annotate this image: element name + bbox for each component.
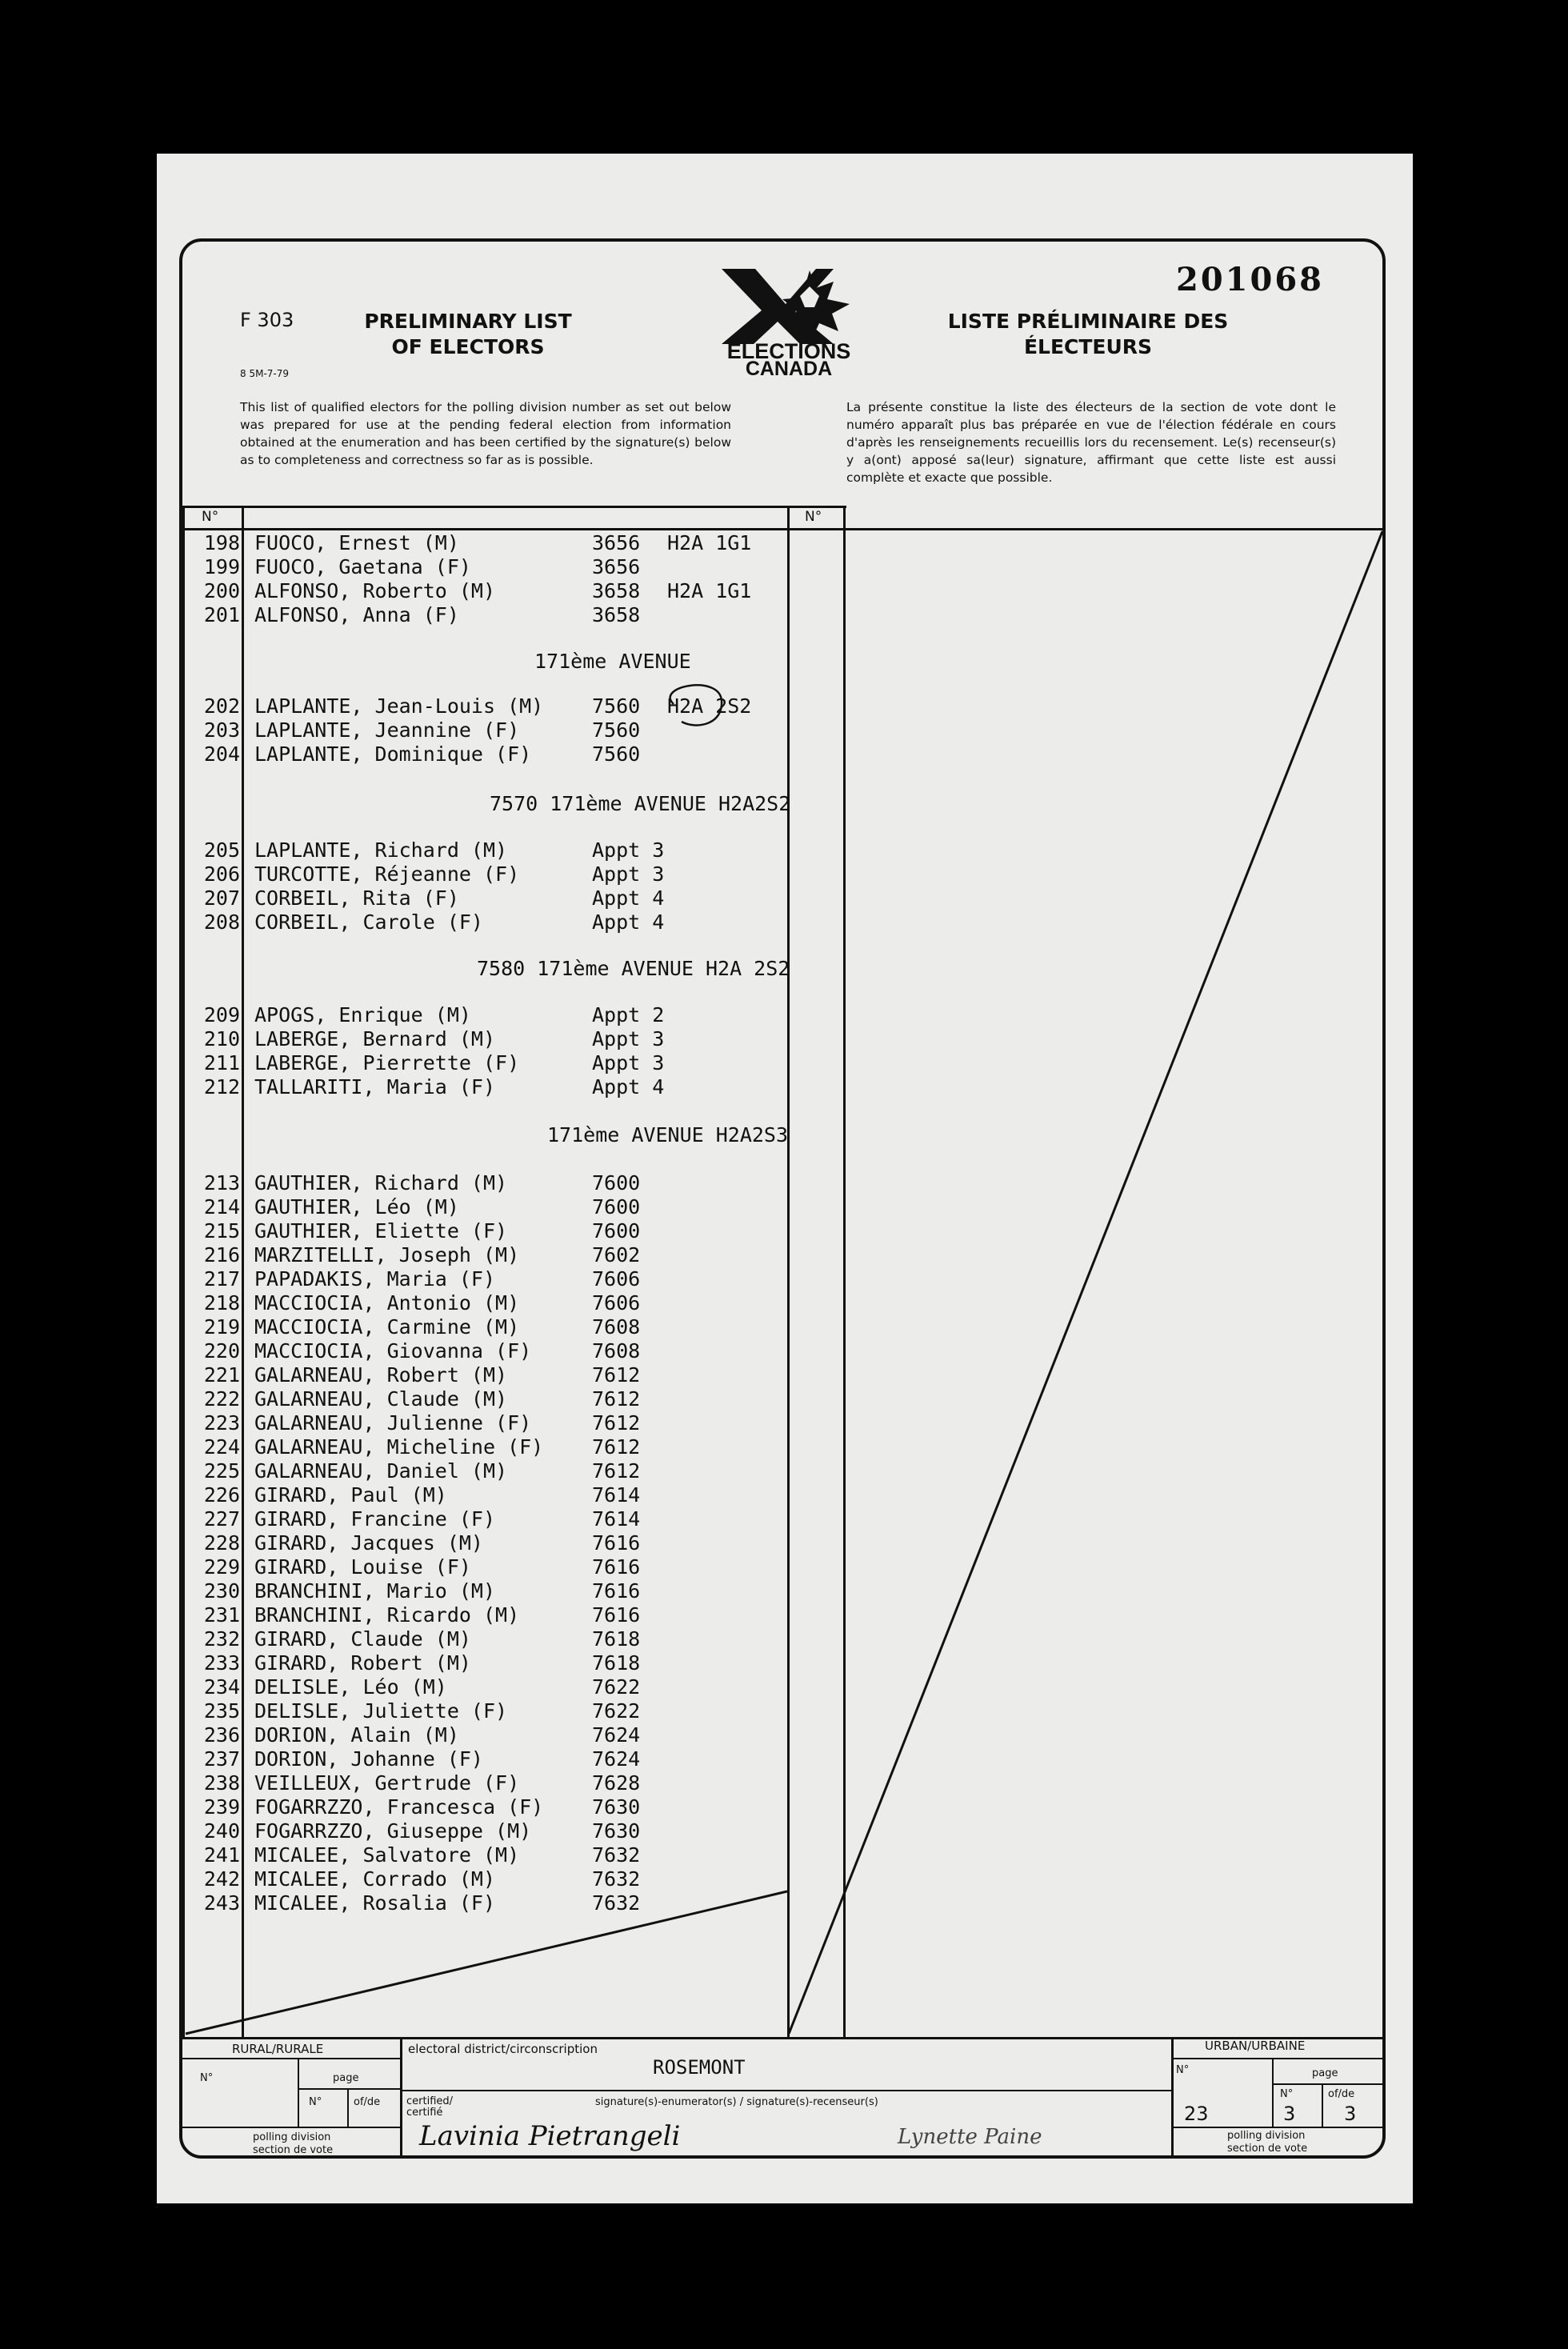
elector-name: GALARNEAU, Daniel (M) — [254, 1459, 508, 1483]
elector-address: 7614 — [592, 1507, 641, 1531]
title-french: LISTE PRÉLIMINAIRE DES ÉLECTEURS — [947, 310, 1229, 358]
elector-number: 209 — [203, 1003, 240, 1026]
elector-address: 7560 — [592, 694, 641, 718]
elector-address: Appt 3 — [592, 1051, 665, 1074]
elector-address: Appt 3 — [592, 862, 665, 886]
footer-urban-page-divider — [1272, 2059, 1274, 2127]
elector-name: APOGS, Enrique (M) — [254, 1003, 471, 1026]
rural-of-label: of/de — [354, 2096, 381, 2108]
elector-address: 7602 — [592, 1243, 641, 1267]
elector-number: 210 — [203, 1027, 240, 1050]
elector-address: 7628 — [592, 1771, 641, 1795]
enumerator-signature-1: Lavinia Pietrangeli — [419, 2120, 681, 2152]
elector-name: BRANCHINI, Ricardo (M) — [254, 1603, 520, 1627]
elector-number: 213 — [203, 1171, 240, 1195]
elector-address: 7608 — [592, 1315, 641, 1339]
elector-name: LABERGE, Bernard (M) — [254, 1027, 496, 1050]
footer-rural-page-rule — [298, 2088, 400, 2090]
elector-number: 238 — [203, 1771, 240, 1795]
logo-text-canada: CANADA — [745, 358, 833, 376]
elector-number: 208 — [203, 910, 240, 934]
rural-label: RURAL/RURALE — [232, 2042, 324, 2056]
footer-urban-page-rule — [1272, 2083, 1382, 2085]
rural-page-label: page — [333, 2072, 359, 2084]
footer-urban-bottom-rule — [1171, 2127, 1382, 2128]
elector-address: Appt 2 — [592, 1003, 665, 1026]
elector-name: MARZITELLI, Joseph (M) — [254, 1243, 520, 1267]
elector-address: 7624 — [592, 1747, 641, 1771]
logo-text-elections: ELECTIONS — [726, 339, 851, 363]
elector-name: FOGARRZZO, Giuseppe (M) — [254, 1819, 532, 1843]
elector-name: DORION, Johanne (F) — [254, 1747, 483, 1771]
elector-name: GALARNEAU, Julienne (F) — [254, 1411, 532, 1435]
elector-name: FOGARRZZO, Francesca (F) — [254, 1795, 544, 1819]
elector-number: 237 — [203, 1747, 240, 1771]
certified-label: certified/ certifié — [406, 2095, 454, 2119]
elector-number: 211 — [203, 1051, 240, 1074]
elector-address: 7600 — [592, 1219, 641, 1243]
elector-name: GIRARD, Francine (F) — [254, 1507, 496, 1531]
elector-number: 226 — [203, 1483, 240, 1507]
elector-name: GIRARD, Jacques (M) — [254, 1531, 483, 1555]
elector-number: 203 — [203, 718, 240, 742]
elector-address: 7560 — [592, 742, 641, 766]
elector-number: 236 — [203, 1723, 240, 1747]
footer-rural-page-divider — [298, 2059, 299, 2127]
elector-number: 242 — [203, 1867, 240, 1891]
elector-name: LAPLANTE, Jeannine (F) — [254, 718, 520, 742]
footer-rural-divider — [400, 2037, 402, 2155]
elector-address: 7624 — [592, 1723, 641, 1747]
elector-number: 224 — [203, 1435, 240, 1459]
elector-number: 206 — [203, 862, 240, 886]
elector-name: TALLARITI, Maria (F) — [254, 1075, 496, 1098]
rural-polling-label-en: polling division — [253, 2131, 331, 2143]
elector-number: 240 — [203, 1819, 240, 1843]
elector-number: 199 — [203, 555, 240, 578]
elector-address: 7622 — [592, 1699, 641, 1723]
elector-number: 204 — [203, 742, 240, 766]
elector-address: 3656 — [592, 555, 641, 578]
elector-address: 7612 — [592, 1363, 641, 1387]
elector-number: 220 — [203, 1339, 240, 1363]
elector-name: ALFONSO, Roberto (M) — [254, 579, 496, 602]
elector-address: 3658 — [592, 603, 641, 626]
elector-address: 7616 — [592, 1603, 641, 1627]
title-english: PRELIMINARY LIST OF ELECTORS — [364, 310, 572, 358]
elector-number: 243 — [203, 1891, 240, 1915]
footer-urban-rule — [1171, 2058, 1382, 2059]
elector-name: GIRARD, Robert (M) — [254, 1651, 471, 1675]
footer-rural-rule — [182, 2058, 400, 2059]
urban-page-label: page — [1312, 2067, 1338, 2079]
elector-address: 7622 — [592, 1675, 641, 1699]
elector-number: 234 — [203, 1675, 240, 1699]
signature-label: signature(s)-enumerator(s) / signature(s)-recenseur(s) — [595, 2096, 878, 2108]
elector-number: 231 — [203, 1603, 240, 1627]
elector-address: 7612 — [592, 1411, 641, 1435]
elector-address: 7632 — [592, 1867, 641, 1891]
serial-number: 201068 — [1176, 261, 1324, 298]
elector-number: 223 — [203, 1411, 240, 1435]
elector-address: 3658 — [592, 579, 641, 602]
elector-number: 229 — [203, 1555, 240, 1579]
footer-district-rule — [400, 2090, 1171, 2091]
footer-urban-divider — [1171, 2037, 1174, 2155]
elector-number: 235 — [203, 1699, 240, 1723]
street-header: 7570 171ème AVENUE H2A2S2 — [490, 792, 791, 815]
column-header-no-right: N° — [805, 509, 822, 525]
elector-number: 232 — [203, 1627, 240, 1651]
elector-number: 201 — [203, 603, 240, 626]
elector-name: GALARNEAU, Micheline (F) — [254, 1435, 544, 1459]
elector-address: Appt 3 — [592, 1027, 665, 1050]
elector-number: 221 — [203, 1363, 240, 1387]
elector-name: MICALEE, Rosalia (F) — [254, 1891, 496, 1915]
street-header: 7580 171ème AVENUE H2A 2S2 — [477, 957, 790, 980]
rural-page-no-label: N° — [309, 2096, 322, 2108]
elector-address: 7560 — [592, 718, 641, 742]
elector-number: 216 — [203, 1243, 240, 1267]
elector-number: 241 — [203, 1843, 240, 1867]
intro-text-english: This list of qualified electors for the polling division number as set out below was prepared for use at the pending federal election from information obtained at the enumeration and has been certified by the signature(s) below as to completeness and correctness so far as is possible. — [240, 400, 731, 467]
footer-rural-of-divider — [347, 2088, 349, 2127]
elector-name: ALFONSO, Anna (F) — [254, 603, 459, 626]
elector-address: 7612 — [592, 1387, 641, 1411]
elector-name: PAPADAKIS, Maria (F) — [254, 1267, 496, 1291]
elector-number: 225 — [203, 1459, 240, 1483]
elector-address: 7616 — [592, 1579, 641, 1603]
elector-name: LAPLANTE, Richard (M) — [254, 838, 508, 862]
column-header-no-left: N° — [202, 509, 219, 525]
elector-name: CORBEIL, Rita (F) — [254, 886, 459, 910]
elector-postal-code: H2A 1G1 — [667, 579, 752, 602]
elector-address: 7606 — [592, 1291, 641, 1315]
elector-name: FUOCO, Gaetana (F) — [254, 555, 471, 578]
elector-name: BRANCHINI, Mario (M) — [254, 1579, 496, 1603]
elector-address: 7618 — [592, 1651, 641, 1675]
elector-address: Appt 4 — [592, 886, 665, 910]
elector-address: Appt 4 — [592, 1075, 665, 1098]
elector-address: 7600 — [592, 1171, 641, 1195]
urban-no-label: N° — [1176, 2064, 1190, 2076]
elector-number: 202 — [203, 694, 240, 718]
elector-number: 205 — [203, 838, 240, 862]
elector-number: 215 — [203, 1219, 240, 1243]
elector-address: 7616 — [592, 1531, 641, 1555]
form-date-code: 8 5M-7-79 — [240, 368, 290, 379]
elector-name: MICALEE, Salvatore (M) — [254, 1843, 520, 1867]
elector-address: 7608 — [592, 1339, 641, 1363]
elector-number: 212 — [203, 1075, 240, 1098]
elector-number: 198 — [203, 531, 240, 554]
urban-label: URBAN/URBAINE — [1205, 2039, 1306, 2053]
elector-address: Appt 4 — [592, 910, 665, 934]
street-header: 171ème AVENUE H2A2S3 — [547, 1123, 789, 1146]
rural-polling-label-fr: section de vote — [253, 2144, 334, 2156]
urban-page-of: 3 — [1344, 2103, 1357, 2125]
intro-text-french: La présente constitue la liste des électeurs de la section de vote dont le numéro apparaît plus bas préparée en vue de l'élection fédérale en cours d'après les renseignements recueillis lors du recensement. Le(s) recenseur(s) y a(ont) apposé sa(leur) signature, affirmant que cette liste est aussi complète et exacte que possible. — [846, 400, 1336, 485]
elector-address: 7612 — [592, 1459, 641, 1483]
elector-name: FUOCO, Ernest (M) — [254, 531, 459, 554]
footer-top-rule — [182, 2037, 1382, 2039]
elector-address: 7612 — [592, 1435, 641, 1459]
elector-number: 233 — [203, 1651, 240, 1675]
elector-name: GIRARD, Louise (F) — [254, 1555, 471, 1579]
elector-address: 3656 — [592, 531, 641, 554]
elector-name: GAUTHIER, Eliette (F) — [254, 1219, 508, 1243]
urban-polling-label-fr: section de vote — [1227, 2143, 1308, 2155]
elector-address: 7630 — [592, 1795, 641, 1819]
elector-number: 222 — [203, 1387, 240, 1411]
enumerator-signature-2: Lynette Paine — [898, 2125, 1042, 2149]
elector-postal-code: H2A 1G1 — [667, 531, 752, 554]
elector-name: GAUTHIER, Richard (M) — [254, 1171, 508, 1195]
footer-urban-of-divider — [1322, 2083, 1323, 2127]
elector-number: 214 — [203, 1195, 240, 1219]
elector-address: 7606 — [592, 1267, 641, 1291]
elector-name: DELISLE, Léo (M) — [254, 1675, 447, 1699]
elector-name: MACCIOCIA, Carmine (M) — [254, 1315, 520, 1339]
elector-name: GIRARD, Claude (M) — [254, 1627, 471, 1651]
district-label: electoral district/circonscription — [408, 2042, 598, 2056]
elector-name: LABERGE, Pierrette (F) — [254, 1051, 520, 1074]
elector-name: TURCOTTE, Réjeanne (F) — [254, 862, 520, 886]
district-value: ROSEMONT — [653, 2056, 746, 2079]
urban-page-number: 3 — [1283, 2103, 1296, 2125]
elector-address: 7618 — [592, 1627, 641, 1651]
elector-number: 200 — [203, 579, 240, 602]
elector-name: VEILLEUX, Gertrude (F) — [254, 1771, 520, 1795]
form-number: F 303 — [240, 309, 294, 331]
elector-number: 217 — [203, 1267, 240, 1291]
elector-number: 219 — [203, 1315, 240, 1339]
elector-number: 218 — [203, 1291, 240, 1315]
elector-name: CORBEIL, Carole (F) — [254, 910, 483, 934]
elector-name: GALARNEAU, Claude (M) — [254, 1387, 508, 1411]
rural-no-label: N° — [200, 2072, 214, 2084]
elector-address: 7632 — [592, 1843, 641, 1867]
elector-number: 228 — [203, 1531, 240, 1555]
elector-address: 7614 — [592, 1483, 641, 1507]
urban-page-no-label: N° — [1280, 2088, 1294, 2100]
elector-name: GIRARD, Paul (M) — [254, 1483, 447, 1507]
urban-polling-label-en: polling division — [1227, 2130, 1306, 2142]
elector-name: LAPLANTE, Dominique (F) — [254, 742, 532, 766]
elector-postal-code: H2A 2S2 — [667, 694, 752, 718]
urban-of-label: of/de — [1328, 2088, 1355, 2100]
elector-name: MACCIOCIA, Giovanna (F) — [254, 1339, 532, 1363]
urban-polling-number: 23 — [1184, 2103, 1209, 2125]
elector-name: MICALEE, Corrado (M) — [254, 1867, 496, 1891]
elector-number: 227 — [203, 1507, 240, 1531]
elector-name: GALARNEAU, Robert (M) — [254, 1363, 508, 1387]
street-header: 171ème AVENUE — [534, 650, 691, 673]
elector-address: 7616 — [592, 1555, 641, 1579]
footer-rural-bottom-rule — [182, 2127, 400, 2128]
elector-name: GAUTHIER, Léo (M) — [254, 1195, 459, 1219]
elector-name: DELISLE, Juliette (F) — [254, 1699, 508, 1723]
elector-number: 239 — [203, 1795, 240, 1819]
elector-address: 7632 — [592, 1891, 641, 1915]
elector-name: LAPLANTE, Jean-Louis (M) — [254, 694, 544, 718]
elector-address: 7630 — [592, 1819, 641, 1843]
elector-address: 7600 — [592, 1195, 641, 1219]
elector-name: DORION, Alain (M) — [254, 1723, 459, 1747]
elector-number: 230 — [203, 1579, 240, 1603]
elector-address: Appt 3 — [592, 838, 665, 862]
elector-name: MACCIOCIA, Antonio (M) — [254, 1291, 520, 1315]
elector-number: 207 — [203, 886, 240, 910]
